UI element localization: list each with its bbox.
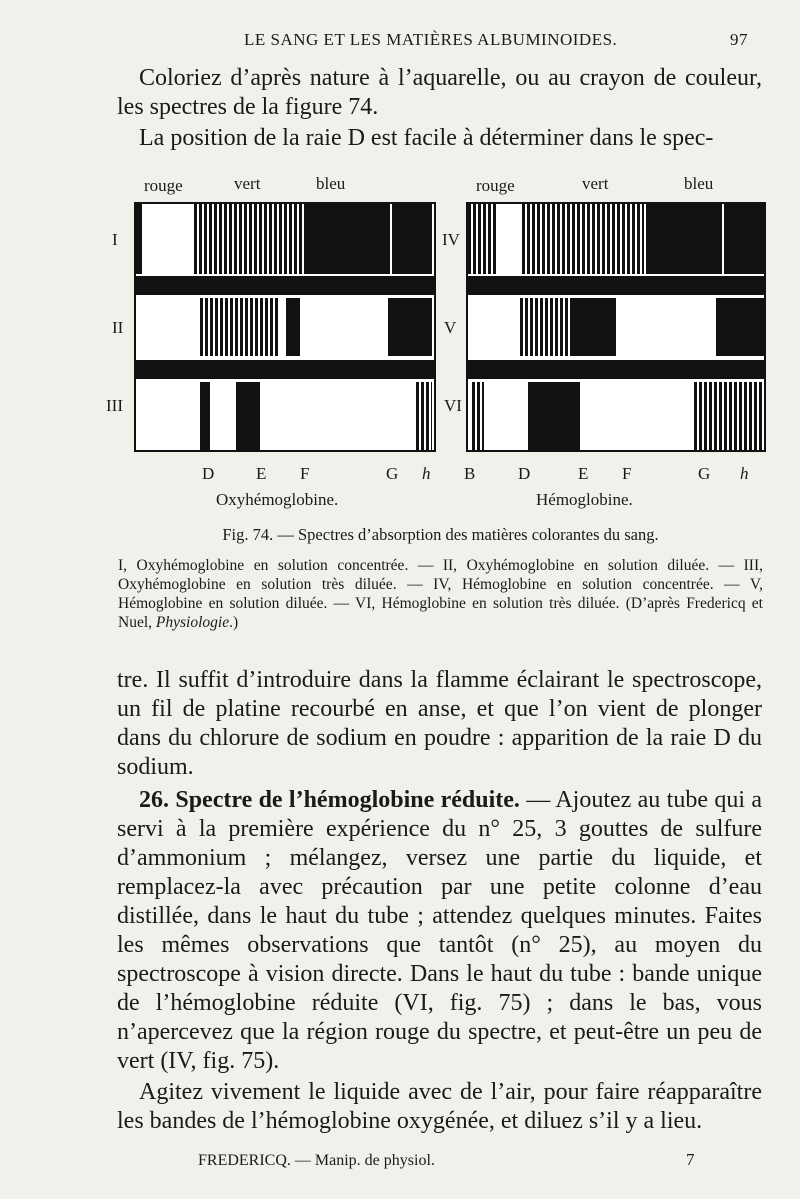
page-number: 97 <box>730 30 748 49</box>
running-title: LE SANG ET LES MATIÈRES ALBUMINOIDES. <box>244 30 618 49</box>
spectrum-band <box>646 204 722 274</box>
intro-text <box>117 64 762 153</box>
line-label-E-left: E <box>256 464 267 483</box>
section-26-text: — Ajoutez au tube qui a servi à la première expérience du n° 25, 3 gouttes de sulfure d’ammonium ; mélangez, versez une partie du liquide, et remplacez-la avec précaution par une petite colonne d’eau distillée, dans le haut du tube ; attendez quelques minutes. Faites les mêmes observations que tantôt (n° 25), au moyen du spectroscope à vision directe. Dans le haut du tube : bande unique de l’hémoglobine réduite (VI, fig. 75) ; dans le bas, vous n’apercevez que la région rouge du spectre, et peut-être un peu de vert (IV, fig. 75). <box>117 787 762 1074</box>
spectrum-band <box>416 382 432 450</box>
figure-legend-end: .) <box>229 614 239 631</box>
spectrum-band <box>724 204 764 274</box>
spectrum-divider <box>468 360 764 379</box>
spectrum-band <box>286 298 300 356</box>
line-label-D-left: D <box>202 464 215 483</box>
intro-line-1: Coloriez d’après nature à l’aquarelle, ou au crayon de couleur, les spectres de la figure 74. <box>117 65 762 120</box>
spectrum-band <box>716 298 764 356</box>
body-paragraph-3: Agitez vivement le liquide avec de l’air, pour faire réapparaître les bandes de l’hémoglobine oxygénée, et diluez s’il y a lieu. <box>117 1079 762 1134</box>
spectrum-band <box>304 204 390 274</box>
row-label-I: I <box>112 230 118 249</box>
spectrum-band <box>694 382 764 450</box>
spectrum-band <box>528 382 580 450</box>
spectrum-band <box>200 298 280 356</box>
spectrum-band <box>200 382 210 450</box>
body-paragraph-2 <box>117 786 762 1076</box>
line-label-E-right: E <box>578 464 589 483</box>
line-label-B-right: B <box>464 464 476 483</box>
line-label-F-right: F <box>622 464 632 483</box>
figure-caption: Fig. 74. — Spectres d’absorption des matières colorantes du sang. <box>222 525 659 544</box>
spectrum-band <box>392 204 432 274</box>
line-label-h-right: h <box>740 464 749 483</box>
spectrum-divider <box>136 360 434 379</box>
figure-legend <box>118 556 763 632</box>
intro-line-2: La position de la raie D est facile à déterminer dans le spec- <box>139 125 714 151</box>
spectrum-divider <box>136 276 434 295</box>
row-label-IV: IV <box>442 230 460 249</box>
footer-signature: FREDERICQ. — Manip. de physiol. <box>198 1152 435 1169</box>
signature-number: 7 <box>686 1150 695 1169</box>
line-label-D-right: D <box>518 464 531 483</box>
line-label-h-left: h <box>422 464 431 483</box>
line-label-G-left: G <box>386 464 399 483</box>
line-label-F-left: F <box>300 464 310 483</box>
body-paragraph-1: tre. Il suffit d’introduire dans la flamme éclairant le spectroscope, un fil de platine recourbé en anse, et que l’on vient de plonger dans du chlorure de sodium en poudre : apparition de la raie D du sodium. <box>117 667 762 780</box>
row-label-II: II <box>112 318 124 337</box>
body-text <box>117 666 762 1136</box>
spectrum-divider <box>468 276 764 295</box>
spectrum-band <box>194 204 304 274</box>
spectrum-band <box>388 298 432 356</box>
spectrum-band <box>472 382 484 450</box>
figure-legend-text: I, Oxyhémoglobine en solution concentrée. — II, Oxyhémoglobine en solution diluée. — III, Oxyhémoglobine en solution très diluée. — IV, Hémoglobine en solution concentrée. — V, Hémoglobine en solution diluée. — VI, Hémoglobine en solution très diluée. (D’après Fredericq et Nuel, <box>118 557 763 631</box>
panel-name-oxyhemoglobin: Oxyhémoglobine. <box>216 490 339 509</box>
spectrum-band <box>520 298 572 356</box>
label-rouge-left: rouge <box>144 176 183 195</box>
spectrum-band <box>572 298 616 356</box>
label-bleu-right: bleu <box>684 174 714 193</box>
spectrum-band <box>236 382 260 450</box>
panel-name-hemoglobin: Hémoglobine. <box>536 490 633 509</box>
label-vert-left: vert <box>234 174 261 193</box>
spectrum-panel-oxyhemoglobin <box>134 202 436 452</box>
row-label-III: III <box>106 396 123 415</box>
spectrum-band <box>522 204 644 274</box>
spectrum-band <box>468 204 498 274</box>
figure-74 <box>106 170 770 520</box>
label-vert-right: vert <box>582 174 609 193</box>
figure-legend-ref: Physiologie <box>155 614 230 631</box>
row-label-V: V <box>444 318 457 337</box>
section-heading-26: 26. Spectre de l’hémoglobine réduite. <box>139 787 520 813</box>
label-rouge-right: rouge <box>476 176 515 195</box>
label-bleu-left: bleu <box>316 174 346 193</box>
spectrum-panel-hemoglobin <box>466 202 766 452</box>
line-label-G-right: G <box>698 464 711 483</box>
spectrum-band <box>136 204 142 274</box>
row-label-VI: VI <box>444 396 462 415</box>
